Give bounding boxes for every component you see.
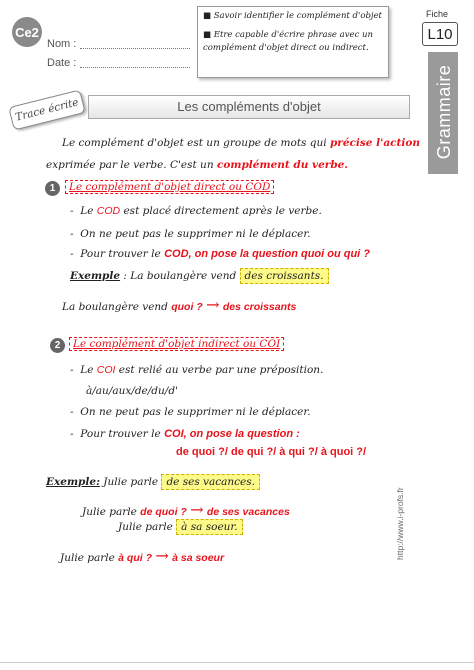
s2-bullet-1: - Le COI est relié au verbe par une préposition. (70, 364, 324, 376)
bottom-divider (0, 662, 474, 663)
date-label: Date : (47, 57, 77, 69)
s2-bullet-3: - On ne peut pas le supprimer ni le déplacer. (70, 406, 311, 418)
objectives-box (197, 6, 389, 78)
s2-arrow-1: → (190, 500, 204, 519)
nom-dotted-line (80, 48, 190, 49)
trace-ecrite-badge (8, 89, 86, 130)
s2-bullet-4: - Pour trouver le COI, on pose la question : (70, 428, 300, 440)
subject-strip (418, 0, 474, 180)
s2-example-1-highlight: de ses vacances. (161, 474, 260, 490)
trace-ecrite-label: Trace écrite (14, 96, 80, 124)
s1-bullet-1: - Le COD est placé directement après le verbe. (70, 205, 322, 217)
s2-bullet-2: à/au/aux/de/du/d' (86, 385, 178, 397)
page-title: Les compléments d'objet (177, 99, 321, 114)
fiche-code: L10 (422, 22, 458, 46)
section-1-number: 1 (45, 181, 60, 196)
title-bar (88, 95, 410, 119)
s1-bullet-2: - On ne peut pas le supprimer ni le déplacer. (70, 228, 311, 240)
intro-line-1: Le complément d'objet est un groupe de mots qui précise l'action (62, 137, 421, 149)
date-dotted-line (80, 67, 190, 68)
s1-answer: La boulangère vend quoi ? → des croissants (62, 295, 297, 314)
fiche-label: Fiche (426, 9, 449, 19)
s1-bullet-3: - Pour trouver le COD, on pose la question quoi ou qui ? (70, 248, 371, 260)
objective-1: ■ Savoir identifier le complément d'objet (203, 11, 382, 21)
level-badge: Ce2 (12, 17, 42, 47)
s2-answer-2: Julie parle à qui ? → à sa soeur (60, 546, 225, 565)
intro-emphasis-1: précise l'action (329, 137, 421, 149)
s2-answer-1: Julie parle de quoi ? → de ses vacances (82, 500, 290, 519)
objective-2: ■ Etre capable d'écrire phrase avec un complément d'objet direct ou indirect. (203, 30, 373, 53)
s2-example-label: Exemple: (46, 476, 100, 488)
subject-label: Grammaire (434, 64, 454, 160)
s2-example-2-highlight: à sa soeur. (176, 519, 242, 535)
s2-question-list: de quoi ?/ de qui ?/ à qui ?/ à quoi ?/ (176, 446, 367, 458)
s2-example-1: Exemple: Julie parle de ses vacances. (46, 476, 260, 488)
s1-arrow: → (206, 295, 220, 314)
section-2-heading: Le complément d'objet indirect ou COI (69, 337, 284, 351)
nom-label: Nom : (47, 38, 77, 50)
intro-emphasis-2: complément du verbe. (216, 159, 349, 171)
s1-example-label: Exemple (70, 270, 121, 282)
s1-example-highlight: des croissants. (240, 268, 329, 284)
intro-line-2: exprimée par le verbe. C'est un complément du verbe. (46, 159, 349, 171)
section-1-heading: Le complément d'objet direct ou COD (65, 180, 274, 194)
section-2-number: 2 (50, 338, 65, 353)
website-link[interactable]: http://www.i-profs.fr (395, 487, 405, 560)
s2-arrow-2: → (155, 546, 169, 565)
s1-example: Exemple : La boulangère vend des croissants. (70, 270, 329, 282)
s2-example-2: Julie parle à sa soeur. (118, 521, 243, 533)
